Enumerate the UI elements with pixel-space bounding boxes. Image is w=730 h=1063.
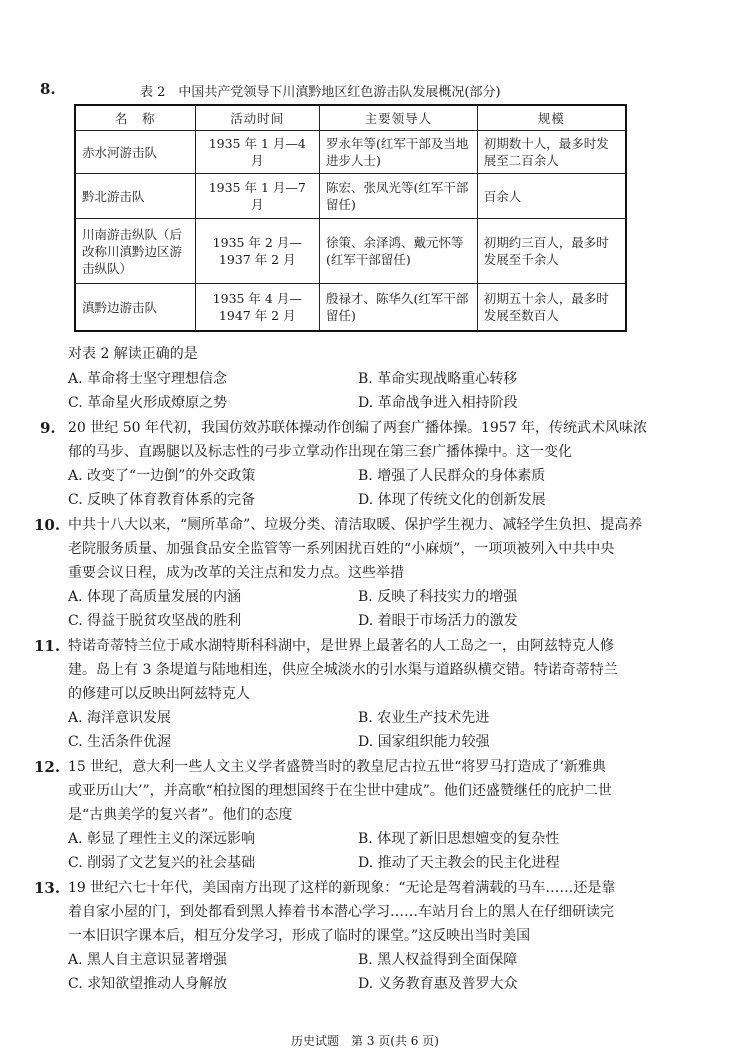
question-number-8: 8. — [40, 80, 56, 98]
table-cell: 初期五十余人，最多时发展至数百人 — [477, 284, 626, 332]
option-13c: C. 求知欲望推动人身解放 — [68, 976, 228, 992]
question-9-line-1: 20 世纪 50 年代初，我国仿效苏联体操动作创编了两套广播体操。1957 年，传统武术风味浓 — [68, 420, 648, 436]
question-number-9: 9. — [40, 419, 56, 437]
question-number-12: 12. — [34, 758, 61, 776]
option-11b: B. 农业生产技术先进 — [358, 710, 490, 726]
question-13-line-1: 19 世纪六七十年代，美国南方出现了这样的新现象：“无论是驾着满载的马车……还是靠 — [68, 880, 616, 896]
option-11a: A. 海洋意识发展 — [68, 710, 172, 726]
table-cell: 1935 年 4 月—1947 年 2 月 — [195, 284, 320, 332]
option-11c: C. 生活条件优渥 — [68, 734, 172, 750]
table-cell: 1935 年 2 月—1937 年 2 月 — [195, 219, 320, 284]
option-10a: A. 体现了高质量发展的内涵 — [68, 589, 242, 605]
question-11-line-1: 特诺奇蒂特兰位于咸水湖特斯科科湖中，是世界上最著名的人工岛之一，由阿兹特克人修 — [68, 638, 614, 654]
table-row — [75, 284, 626, 332]
table-cell: 赤水河游击队 — [75, 131, 195, 174]
table-cell: 初期约三百人，最多时发展至千余人 — [477, 219, 626, 284]
option-10b: B. 反映了科技实力的增强 — [358, 589, 518, 605]
question-8-stem: 对表 2 解读正确的是 — [68, 346, 198, 362]
option-10d: D. 着眼于市场活力的激发 — [358, 613, 518, 629]
option-10c: C. 得益于脱贫攻坚战的胜利 — [68, 613, 242, 629]
table-row — [75, 219, 626, 284]
option-8b: B. 革命实现战略重心转移 — [358, 371, 518, 387]
table-row — [75, 174, 626, 219]
table-cell: 滇黔边游击队 — [75, 284, 195, 332]
option-11d: D. 国家组织能力较强 — [358, 734, 490, 750]
option-8a: A. 革命将士坚守理想信念 — [68, 371, 228, 387]
question-number-11: 11. — [34, 637, 61, 655]
table-cell: 殷禄才、陈华久(红军干部留任) — [320, 284, 478, 332]
question-11-line-3: 的修建可以反映出阿兹特克人 — [68, 686, 250, 702]
table-header-leaders: 主要领导人 — [320, 105, 478, 131]
option-8d: D. 革命战争进入相持阶段 — [358, 395, 518, 411]
option-12a: A. 彰显了理性主义的深远影响 — [68, 831, 256, 847]
question-number-13: 13. — [34, 879, 61, 897]
question-10-line-3: 重要会议日程，成为改革的关注点和发力点。这些举措 — [68, 565, 404, 581]
option-12d: D. 推动了天主教会的民主化进程 — [358, 855, 560, 871]
table-cell: 1935 年 1 月—4 月 — [195, 131, 320, 174]
question-11-line-2: 建。岛上有 3 条堤道与陆地相连，供应全城淡水的引水渠与道路纵横交错。特诺奇蒂特兰 — [68, 662, 618, 678]
table-cell: 徐策、余泽鸿、戴元怀等(红军干部留任) — [320, 219, 478, 284]
table-cell: 百余人 — [477, 174, 626, 219]
option-9b: B. 增强了人民群众的身体素质 — [358, 468, 546, 484]
table-header-time: 活动时间 — [195, 105, 320, 131]
table-row — [75, 131, 626, 174]
question-10-line-1: 中共十八大以来，“厕所革命”、垃圾分类、清洁取暖、保护学生视力、减轻学生负担、提高养 — [68, 517, 643, 533]
guerrilla-table — [74, 104, 627, 332]
table-caption: 表 2 中国共产党领导下川滇黔地区红色游击队发展概况(部分) — [140, 85, 501, 100]
table-cell: 黔北游击队 — [75, 174, 195, 219]
option-13a: A. 黑人自主意识显著增强 — [68, 952, 228, 968]
table-header-name: 名 称 — [75, 105, 195, 131]
question-10-line-2: 老院服务质量、加强食品安全监管等一系列困扰百姓的“小麻烦”，一项项被列入中共中央 — [68, 541, 615, 557]
question-9-line-2: 郁的马步、直踢腿以及标志性的弓步立掌动作出现在第三套广播体操中。这一变化 — [68, 444, 572, 460]
question-12-line-3: 是“古典美学的复兴者”。他们的态度 — [68, 807, 293, 823]
page-footer: 历史试题 第 3 页(共 6 页) — [291, 1034, 439, 1048]
question-12-line-1: 15 世纪，意大利一些人文主义学者盛赞当时的教皇尼古拉五世“将罗马打造成了‘新雅典 — [68, 759, 606, 775]
question-12-line-2: 或亚历山大’”，并高歌“柏拉图的理想国终于在尘世中建成”。他们还盛赞继任的庇护二世 — [68, 783, 612, 799]
option-8c: C. 革命星火形成燎原之势 — [68, 395, 228, 411]
table-cell: 1935 年 1 月—7 月 — [195, 174, 320, 219]
option-12b: B. 体现了新旧思想嬗变的复杂性 — [358, 831, 560, 847]
option-9a: A. 改变了“一边倒”的外交政策 — [68, 468, 256, 484]
option-9d: D. 体现了传统文化的创新发展 — [358, 492, 546, 508]
question-13-line-3: 一本旧识字课本后，相互分发学习，形成了临时的课堂。”这反映出当时美国 — [68, 928, 531, 944]
table-cell: 初期数十人，最多时发展至二百余人 — [477, 131, 626, 174]
table-cell: 陈宏、张凤光等(红军干部留任) — [320, 174, 478, 219]
question-number-10: 10. — [34, 516, 61, 534]
table-cell: 罗永年等(红军干部及当地进步人士) — [320, 131, 478, 174]
option-9c: C. 反映了体育教育体系的完备 — [68, 492, 256, 508]
table-header-scale: 规模 — [477, 105, 626, 131]
option-12c: C. 削弱了文艺复兴的社会基础 — [68, 855, 256, 871]
option-13d: D. 义务教育惠及普罗大众 — [358, 976, 518, 992]
option-13b: B. 黑人权益得到全面保障 — [358, 952, 518, 968]
table-cell: 川南游击纵队（后改称川滇黔边区游击纵队） — [75, 219, 195, 284]
question-13-line-2: 着自家小屋的门，到处都看到黑人捧着书本潜心学习……车站月台上的黑人在仔细研读完 — [68, 904, 614, 920]
